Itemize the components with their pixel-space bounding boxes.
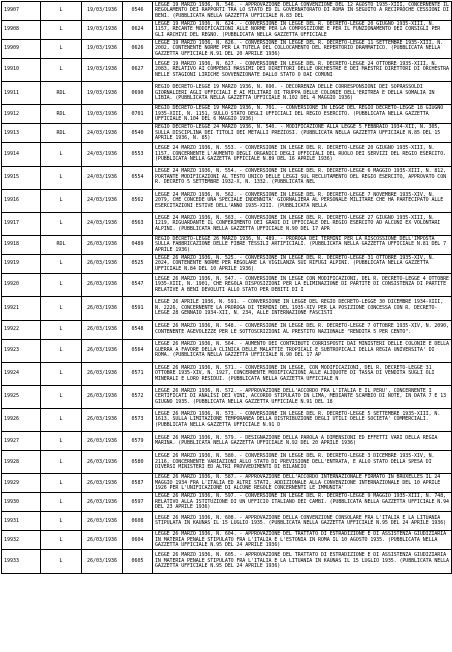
act-type: L	[41, 21, 82, 40]
act-date: 26/03/1936	[82, 236, 123, 255]
act-type: L	[41, 512, 82, 531]
act-description: LEGGE 26 APRILE 1936, N. 591. - CONVERSIONE IN LEGGE DEL REGIO DECRETO-LEGGE 30 DICEMBRE 1934-XIII, N. 2226, CONCERNENTE LA PROROGA DI TERMINI DEL 1935-XIV PER LA POSIZIONE CONCESSA CON R. DECRETO-LEGGE 28 GENNAIO 1934-XII, N. 234, ALLE INTERNAZIONE FASCISTI	[153, 297, 452, 320]
act-description: LEGGE 26 MARZO 1936, N. 604. - APPROVAZIONE DEL TRATTATO DI ESTRADIZIONE E DI ASSISTENZA GIUDIZIARIA IN MATERIA PENALE STIPULATO FRA L'ITALIA E L'ESTONIA IN ROMA IL 10 AGOSTO 1935. (PUBBLICATA NELLA GAZZETTA UFFICIALE N.95 DEL 24 APRILE 1936)	[153, 531, 452, 550]
table-row	[2, 143, 452, 166]
row-number: 19914	[2, 143, 41, 166]
row-number: 19931	[2, 512, 41, 531]
table-row	[2, 236, 452, 255]
act-type: L	[41, 432, 82, 451]
act-description: REGIO DECRETO-LEGGE 24 MARZO 1936, N. 540. - MODIFICAZIONE ALLA LEGGE 5 FEBBRAIO 1934-XII, N. 305, SULLA DISCIPLINA DEI TITOLI DEI METALLI PREZIOSI. (PUBBLICATA NELLA GAZZETTA UFFICIALE N.85 DEL 15 APRILE 1936, N. 85)	[153, 124, 452, 143]
table-row	[2, 550, 452, 573]
act-date: 26/03/1936	[82, 297, 123, 320]
act-date: 26/03/1936	[82, 320, 123, 339]
legislation-register	[1, 1, 451, 651]
act-type: L	[41, 362, 82, 385]
act-description: LEGGE 26 MARZO 1936, N. 547. - CONVERSIONE IN LEGGE CON MODIFICAZIONI, DEL R. DECRETO-LEGGE 4 OTTOBRE 1935-XIII, N. 1901, CHE REGOLA DISPOSIZIONI PER LA ELIMINAZIONE DI PARTITE DI CONSISTENZA DI PARTITE RELATIVE A BENI DEVOLUTI ALLO STATO PER DEBITI DI I	[153, 274, 452, 297]
act-number: 0604	[123, 531, 153, 550]
act-date: 19/03/1936	[82, 82, 123, 105]
act-date: 26/03/1936	[82, 362, 123, 385]
table-row	[2, 451, 452, 474]
table-row	[2, 82, 452, 105]
row-number: 19912	[2, 105, 41, 124]
act-type: L	[41, 474, 82, 493]
act-number: 0554	[123, 166, 153, 189]
act-description: LEGGE 19 MARZO 1936, N. 546. - APPROVAZIONE DELLA CONVENZIONE DEL 12 AGOSTO 1935-XIII, CONCERNENTE IL REGOLAMENTO DEI RAPPORTI TRA LO STATO ED IL GOVERNATORATO DI ROMA IN SEGUITO A RECIPROCHE CESSIONI DI BENI. (PUBBLICATA NELLA GAZZETTA UFFICIALE N.83 DEL	[153, 2, 452, 21]
act-number: 0562	[123, 189, 153, 212]
act-date: 26/03/1936	[82, 255, 123, 274]
act-description: LEGGE 24 MARZO 1936, N. 563. - CONVERSIONE IN LEGGE DEL R. DECRETO-LEGGE 27 GIUGNO 1935-XIII, N. 1219, RIGUARDANTE IL CONFERIMENTO DEI GRADI DI UFFICIALE DEL REGIO ESERCITO AD ALCUNI EX VOLONTARI ALPINI. (PUBBLICATA NELLA GAZZETTA UFFICIALE N.90 DEL 17 APR	[153, 212, 452, 235]
table-body	[2, 2, 452, 574]
table-row	[2, 297, 452, 320]
act-type: L	[41, 451, 82, 474]
act-date: 19/03/1936	[82, 21, 123, 40]
act-number: 0540	[123, 124, 153, 143]
act-date: 26/03/1936	[82, 512, 123, 531]
act-number: 0626	[123, 40, 153, 59]
act-description: LEGGE 26 MARZO 1936, N. 608. - APPROVAZIONE DELLA CONVENZIONE CONSOLARE FRA L'ITALIA E LA LITUANIA STIPULATA IN KAUNAS IL 15 LUGLIO 1935. (PUBBLICATA NELLA GAZZETTA UFFICIALE N.95 DEL 24 APRILE 1936)	[153, 512, 452, 531]
table-row	[2, 255, 452, 274]
act-type: L	[41, 385, 82, 408]
act-number: 0563	[123, 212, 153, 235]
act-number: 0608	[123, 512, 153, 531]
table-row	[2, 531, 452, 550]
act-number: 0573	[123, 409, 153, 432]
act-description: LEGGE 26 MARZO 1936, N. 548. - CONVERSIONE IN LEGGE DEL R. DECRETO-LEGGE 7 OTTOBRE 1935-XIV, N. 2090, CONTENENTE AGEVOLEZZE PER LE SOTTOSCRIZIONI AL PRESTITO NAZIONALE "RENDITA 5 PER CENTO".	[153, 320, 452, 339]
table-row	[2, 474, 452, 493]
act-description: LEGGE 24 MARZO 1936, N. 553. - CONVERSIONE IN LEGGE DEL R. DECRETO-LEGGE 20 GIUGNO 1935-XIII, N. 1157, CONCERNENTE L'AUMENTO DEGLI ORGANICI DEGLI UFFICIALI DEL RUOLO DEI SERVIZI DEL REGIO ESERCITO. (PUBBLICATA NELLA GAZZETTA UFFICIALE N.89 DEL 16 APRILE 1936)	[153, 143, 452, 166]
act-date: 26/03/1936	[82, 409, 123, 432]
act-description: LEGGE 19 MARZO 1936, N. 627. - CONVERSIONE IN LEGGE DEL R. DECRETO-LEGGE 24 OTTOBRE 1935-XIII, N. 2083, RELATIVO AI COMPENSI MASSIMI DEI DIRETTORI DELLE ORCHESTRE E DEI MAESTRI DIRETTORI DI ORCHESTRA NELLE STAGIONI LIRICHE SOVVENZIONATE DALLO STATO O DAI COMUNI	[153, 59, 452, 82]
act-date: 26/03/1936	[82, 274, 123, 297]
act-date: 26/03/1936	[82, 474, 123, 493]
table-row	[2, 124, 452, 143]
row-number: 19917	[2, 212, 41, 235]
act-number: 0605	[123, 550, 153, 573]
table-row	[2, 432, 452, 451]
table-row	[2, 339, 452, 362]
act-description: LEGGE 26 MARZO 1936, N. 525. - CONVERSIONE IN LEGGE DEL R. DECRETO-LEGGE 31 OTTOBRE 1935-XIV, N. 2024, CONTENENTE NORME PER REGOLARE LA VIGILANZA SUI RIFUGI ALPINI. (PUBBLICATA NELLA GAZZETTA UFFICIALE N.84 DEL 10 APRILE 1936)	[153, 255, 452, 274]
act-description: LEGGE 26 MARZO 1936, N. 587. - APPROVAZIONE DELL'ACCORDO INTERNAZIONALE FIRMATO IN BRUXELLES IL 24 MAGGIO 1934 FRA L'ITALIA ED ALTRI STATI, ADDIZIONALE ALLA CONVENZIONE INTERNAZIONALE DEL 10 APRILE 1926 PER L'UNIFICAZIONE DI ALCUNE REGOLE CONCERNENTI LE IMMUNITA'	[153, 474, 452, 493]
act-type: L	[41, 531, 82, 550]
act-description: LEGGE 24 MARZO 1936, N. 562. - CONVERSIONE IN LEGGE DEL R. DECRETO-LEGGE 7 NOVEMBRE 1935-XIV, N. 2079, CHE CONCEDE UNA SPECIALE INDENNITA' GIORNALIERA AL PERSONALE MILITARE CHE HA PARTECIPATO ALLE ESERCITAZIONI ESTIVE DELL'ANNO 1935-XIII. (PUBBLICATA NELLA	[153, 189, 452, 212]
act-date: 19/03/1936	[82, 59, 123, 82]
table-row	[2, 409, 452, 432]
act-type: L	[41, 409, 82, 432]
row-number: 19918	[2, 236, 41, 255]
act-type: L	[41, 40, 82, 59]
row-number: 19927	[2, 432, 41, 451]
row-number: 19929	[2, 474, 41, 493]
row-number: 19922	[2, 320, 41, 339]
row-number: 19919	[2, 255, 41, 274]
row-number: 19910	[2, 59, 41, 82]
row-number: 19920	[2, 274, 41, 297]
act-number: 0627	[123, 59, 153, 82]
act-type: L	[41, 212, 82, 235]
act-type: L	[41, 166, 82, 189]
act-number: 0624	[123, 21, 153, 40]
act-date: 24/03/1936	[82, 166, 123, 189]
act-description: LEGGE 26 MARZO 1936, N. 579. - DESIGNAZIONE DELLA PAROLA A DIMENSIONI ED EFFETTI VARI DELLA REGIA MARINA. (PUBBLICATA NELLA GAZZETTA UFFICIALE N.92 DEL 20 APRILE 1936)	[153, 432, 452, 451]
table-row	[2, 40, 452, 59]
act-description: LEGGE 26 MARZO 1936, N. 573. - CONVERSIONE IN LEGGE DEL R. DECRETO-LEGGE 5 SETTEMBRE 1935-XIII, N. 1613, SULLA LIMITAZIONE TEMPORANEA DELLA DISTRIBUZIONE DEGLI UTILI DELLE SOCIETA' COMMERCIALI. (PUBBLICATA NELLA GAZZETTA UFFICIALE N.91 D	[153, 409, 452, 432]
act-number: 0591	[123, 297, 153, 320]
act-number: 0547	[123, 274, 153, 297]
act-date: 24/03/1936	[82, 143, 123, 166]
table-row	[2, 274, 452, 297]
row-number: 19932	[2, 531, 41, 550]
act-type: L	[41, 255, 82, 274]
row-number: 19923	[2, 339, 41, 362]
act-number: 0597	[123, 493, 153, 512]
act-date: 24/03/1936	[82, 189, 123, 212]
act-description: REGIO DECRETO-LEGGE 19 MARZO 1936, N. 690. - DECORRENZA DELLE CORRESPONSIONI DEI SOPRASSOLDI GIORNALIERI AGLI UFFICIALI E AI MILITARI DI TRUPPA DELLE COLONIE DELL'ERITREA E DELLA SOMALIA IN LIBIA. (PUBBLICATA NELLA GAZZETTA UFFICIALE N.102 DEL 4 MAGGIO 1936)	[153, 82, 452, 105]
act-date: 24/03/1936	[82, 212, 123, 235]
row-number: 19921	[2, 297, 41, 320]
table-row	[2, 2, 452, 21]
act-date: 19/03/1936	[82, 2, 123, 21]
table-row	[2, 320, 452, 339]
act-description: LEGGE 26 MARZO 1936, N. 597. - CONVERSIONE IN LEGGE DEL R. DECRETO-LEGGE 9 MAGGIO 1935-XIII, N. 748, RELATIVO ALLA ISTITUZIONE DI UN UFFICIO ITALIANO DEI CAMBI. (PUBBLICATA NELLA GAZZETTA UFFICIALE N.94 DEL 23 APRILE 1936)	[153, 493, 452, 512]
act-date: 26/03/1936	[82, 531, 123, 550]
table-row	[2, 59, 452, 82]
act-number: 0580	[123, 451, 153, 474]
row-number: 19925	[2, 385, 41, 408]
act-number: 0587	[123, 474, 153, 493]
act-type: L	[41, 320, 82, 339]
act-type: L	[41, 297, 82, 320]
row-number: 19926	[2, 409, 41, 432]
row-number: 19924	[2, 362, 41, 385]
act-date: 24/03/1936	[82, 124, 123, 143]
act-type: L	[41, 339, 82, 362]
act-type: L	[41, 59, 82, 82]
act-number: 0564	[123, 339, 153, 362]
row-number: 19930	[2, 493, 41, 512]
act-description: LEGGE 24 MARZO 1936, N. 554. - CONVERSIONE IN LEGGE DEL R. DECRETO-LEGGE 6 MAGGIO 1935-XIII, N. 812, PORTANTE MODIFICAZIONI AL TESTO UNICO DELLE LEGGI SUL RECLUTAMENTO DEL REGIO ESERCITO, APPROVATO CON R. DECRETO 5 SETTEMBRE 1932-X, N. 1332. (PUBBLICATA NEL	[153, 166, 452, 189]
table-row	[2, 212, 452, 235]
table-row	[2, 105, 452, 124]
act-description: LEGGE 26 MARZO 1936, N. 572. - APPROVAZIONE DELL'ACCORDO FRA L'ITALIA E IL PERU', CONCERNENTE I CERTIFICATI DI ANALISI DEI VINI, ACCORDO STIPULATO IN LIMA, MEDIANTE SCAMBIO DI NOTE, IN DATA 7 E 13 GIUGNO 1935. (PUBBLICATA NELLA GAZZETTA UFFICIALE N.91 DEL 18	[153, 385, 452, 408]
act-description: LEGGE 26 MARZO 1936, N. 564. - AUMENTO DEI CONTRIBUTI CORRISPOSTI DAI MINISTERI DELLE COLONIE E DELLA GUERRA A FAVORE DELLA CLINICA DELLE MALATTIE TROPICALI E SUBTROPICALI DELLA REGIA UNIVERSITA' DI ROMA. (PUBBLICATA NELLA GAZZETTA UFFICIALE N.90 DEL 17 AP	[153, 339, 452, 362]
table-row	[2, 362, 452, 385]
act-number: 0553	[123, 143, 153, 166]
act-number: 0489	[123, 236, 153, 255]
row-number: 19915	[2, 166, 41, 189]
row-number: 19928	[2, 451, 41, 474]
act-date: 19/03/1936	[82, 105, 123, 124]
act-description: LEGGE 19 MARZO 1936, N. 626. - CONVERSIONE IN LEGGE DEL R. DECRETO-LEGGE 11 SETTEMBRE 1935-XIII, N. 2002, CONTENENTE NORME PER LA TUTELA DEL COLLOCAMENTO DEL REPERTORIO DRAMMATICO. (PUBBLICATA NELLA GAZZETTA UFFICIALE N.91 DEL 20 APRILE 1936)	[153, 40, 452, 59]
act-description: LEGGE 26 MARZO 1936, N. 571. - CONVERSIONE IN LEGGE, CON MODIFICAZIONI, DEL R. DECRETO-LEGGE 31 OTTOBRE 1935-XIV, N. 1927, CONCERNENTE MODIFICAZIONI ALLE ALIQUOTE DI TASSA DI VENDITA SUGLI OLI MINERALI E LORO RESIDUI. (PUBBLICATA NELLA GAZZETTA UFFICIALE N	[153, 362, 452, 385]
row-number: 19909	[2, 40, 41, 59]
act-number: 0546	[123, 2, 153, 21]
table-row	[2, 512, 452, 531]
act-date: 19/03/1936	[82, 40, 123, 59]
act-date: 26/03/1936	[82, 451, 123, 474]
act-date: 26/03/1936	[82, 493, 123, 512]
row-number: 19933	[2, 550, 41, 573]
act-date: 26/03/1936	[82, 550, 123, 573]
act-type: RDL	[41, 82, 82, 105]
act-number: 0572	[123, 385, 153, 408]
act-type: L	[41, 274, 82, 297]
act-type: L	[41, 189, 82, 212]
table-row	[2, 189, 452, 212]
act-date: 26/03/1936	[82, 432, 123, 451]
act-type: RDL	[41, 124, 82, 143]
row-number: 19916	[2, 189, 41, 212]
act-description: LEGGE 26 MARZO 1936, N. 580. - CONVERSIONE IN LEGGE DEL R. DECRETO-LEGGE 3 DICEMBRE 1935-XIV, N. 2116, CONCERNENTE VARIAZIONI ALLO STATO DI PREVISIONE DELL'ENTRATA, E ALLO STATO DELLA SPESA DI DIVERSI MINISTERI ED ALTRI PROVVEDIMENTI DI BILANCIO	[153, 451, 452, 474]
act-type: L	[41, 493, 82, 512]
table-row	[2, 166, 452, 189]
act-type: L	[41, 143, 82, 166]
act-number: 0579	[123, 432, 153, 451]
table-row	[2, 385, 452, 408]
act-type: L	[41, 550, 82, 573]
act-description: REGIO DECRETO-LEGGE 26 MARZO 1936, N. 489. - PROROGA DEI TERMINI PER LA RISCOSSIONE DELL'IMPOSTA SULLA FABBRICAZIONE DELLE FIBRE TESSILI ARTIFICIALI. (PUBBLICATA NELLA GAZZETTA UFFICIALE N.81 DEL 7 APRILE 1936)	[153, 236, 452, 255]
row-number: 19913	[2, 124, 41, 143]
legislation-table	[1, 1, 452, 574]
act-number: 0525	[123, 255, 153, 274]
act-number: 0571	[123, 362, 153, 385]
act-type: RDL	[41, 105, 82, 124]
act-description: LEGGE 26 MARZO 1936, N. 605. - APPROVAZIONE DEL TRATTATO DI ESTRADIZIONE E DI ASSISTENZA GIUDIZIARIA IN MATERIA PENALE STIPULATO FRA L'ITALIA E LA LITUANIA IN KAUNAS IL 15 LUGLIO 1935. (PUBBLICATA NELLA GAZZETTA UFFICIALE N.95 DEL 24 APRILE 1936)	[153, 550, 452, 573]
act-number: 0701	[123, 105, 153, 124]
act-date: 26/03/1936	[82, 385, 123, 408]
table-row	[2, 493, 452, 512]
act-type: L	[41, 2, 82, 21]
table-row	[2, 21, 452, 40]
act-description: REGIO DECRETO-LEGGE 19 MARZO 1936, N. 701. - CONVERSIONE IN LEGGE DEL REGIO DECRETO-LEGGE 18 GIUGNO 1935-XIII, N. 1151, SULLO STATO DEGLI UFFICIALI DEL REGIO ESERCITO. (PUBBLICATA NELLA GAZZETTA UFFICIALE N.104 DEL 6 MAGGIO 1936)	[153, 105, 452, 124]
act-type: RDL	[41, 236, 82, 255]
row-number: 19907	[2, 2, 41, 21]
act-description: LEGGE 19 MARZO 1936, N. 624. - CONVERSIONE IN LEGGE DEL R. DECRETO-LEGGE 20 GIUGNO 1935-XIII, N. 1157, RECANTE MODIFICAZIONI ALLE NORME PER LA COMPOSIZIONE E PER IL FUNZIONAMENTO DEI CONSIGLI PER GLI ARCHIVI DEL REGNO. (PUBBLICATA NELLA GAZZETTA UFFICIALE	[153, 21, 452, 40]
act-date: 26/03/1936	[82, 339, 123, 362]
act-number: 0690	[123, 82, 153, 105]
act-number: 0548	[123, 320, 153, 339]
row-number: 19908	[2, 21, 41, 40]
row-number: 19911	[2, 82, 41, 105]
